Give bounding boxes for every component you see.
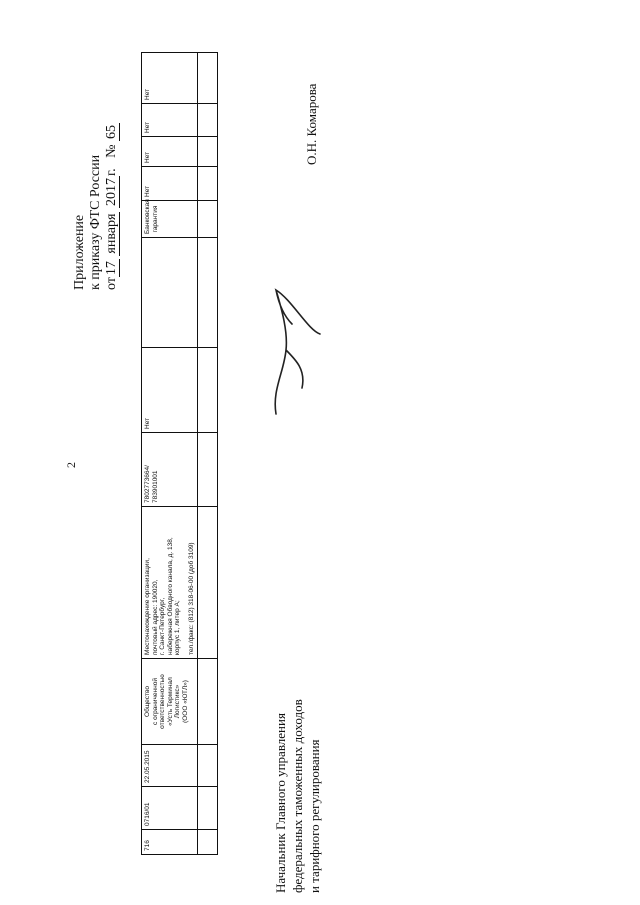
table-row bbox=[142, 53, 198, 855]
signer-name: О.Н. Комарова bbox=[304, 83, 319, 165]
appendix-order-ref: к приказу ФТС России bbox=[88, 154, 103, 290]
date-year-suffix: г. bbox=[104, 168, 119, 177]
signer-line-1: Начальник Главного управления bbox=[273, 713, 288, 893]
cell-col12: Нет bbox=[142, 53, 198, 104]
appendix-title: Приложение bbox=[72, 214, 87, 290]
appendix-header bbox=[72, 102, 120, 290]
cell-date: 22.05.2015 bbox=[142, 745, 198, 787]
cell-organization-name: Общество с ограниченной ответственностью «Усть Терминал Логистикс» (ООО «ЮТЛ») bbox=[142, 659, 198, 745]
cell-col7 bbox=[142, 238, 198, 348]
order-number: 65 bbox=[104, 125, 119, 140]
cell-col10: Нет bbox=[142, 137, 198, 167]
number-label: № bbox=[104, 144, 119, 158]
cell-inn-kpp: 7802773664/ 783901001 bbox=[142, 433, 198, 507]
cell-guarantee: Банковская гарантия bbox=[142, 201, 198, 238]
cell-num: 716 bbox=[142, 830, 198, 855]
date-prefix: от bbox=[104, 277, 119, 290]
cell-address: Местонахождение организации, почтовый адрес: 190020, г. Санкт-Петербург, набережная Обводного канала, д. 138, корпус 1, литер А; тел./факс: (812) 318-06-00 (доб 3109) bbox=[142, 507, 198, 659]
signer-position bbox=[272, 699, 323, 893]
page-number: 2 bbox=[64, 462, 78, 468]
date-month: января bbox=[104, 213, 119, 254]
cell-col11: Нет bbox=[142, 104, 198, 137]
signer-line-3: и тарифного регулирования bbox=[307, 739, 322, 893]
date-year: 2017 bbox=[104, 178, 119, 207]
appendix-date-number bbox=[104, 102, 120, 290]
cell-reg-no: 0716/01 bbox=[142, 787, 198, 830]
cell-col9: Нет bbox=[142, 167, 198, 201]
signer-line-2: федеральных таможенных доходов bbox=[290, 699, 305, 893]
cell-col6: Нет bbox=[142, 348, 198, 433]
table-row-empty bbox=[198, 53, 218, 855]
signature bbox=[262, 280, 332, 425]
register-table bbox=[141, 53, 216, 855]
date-day: 17 bbox=[104, 261, 119, 276]
